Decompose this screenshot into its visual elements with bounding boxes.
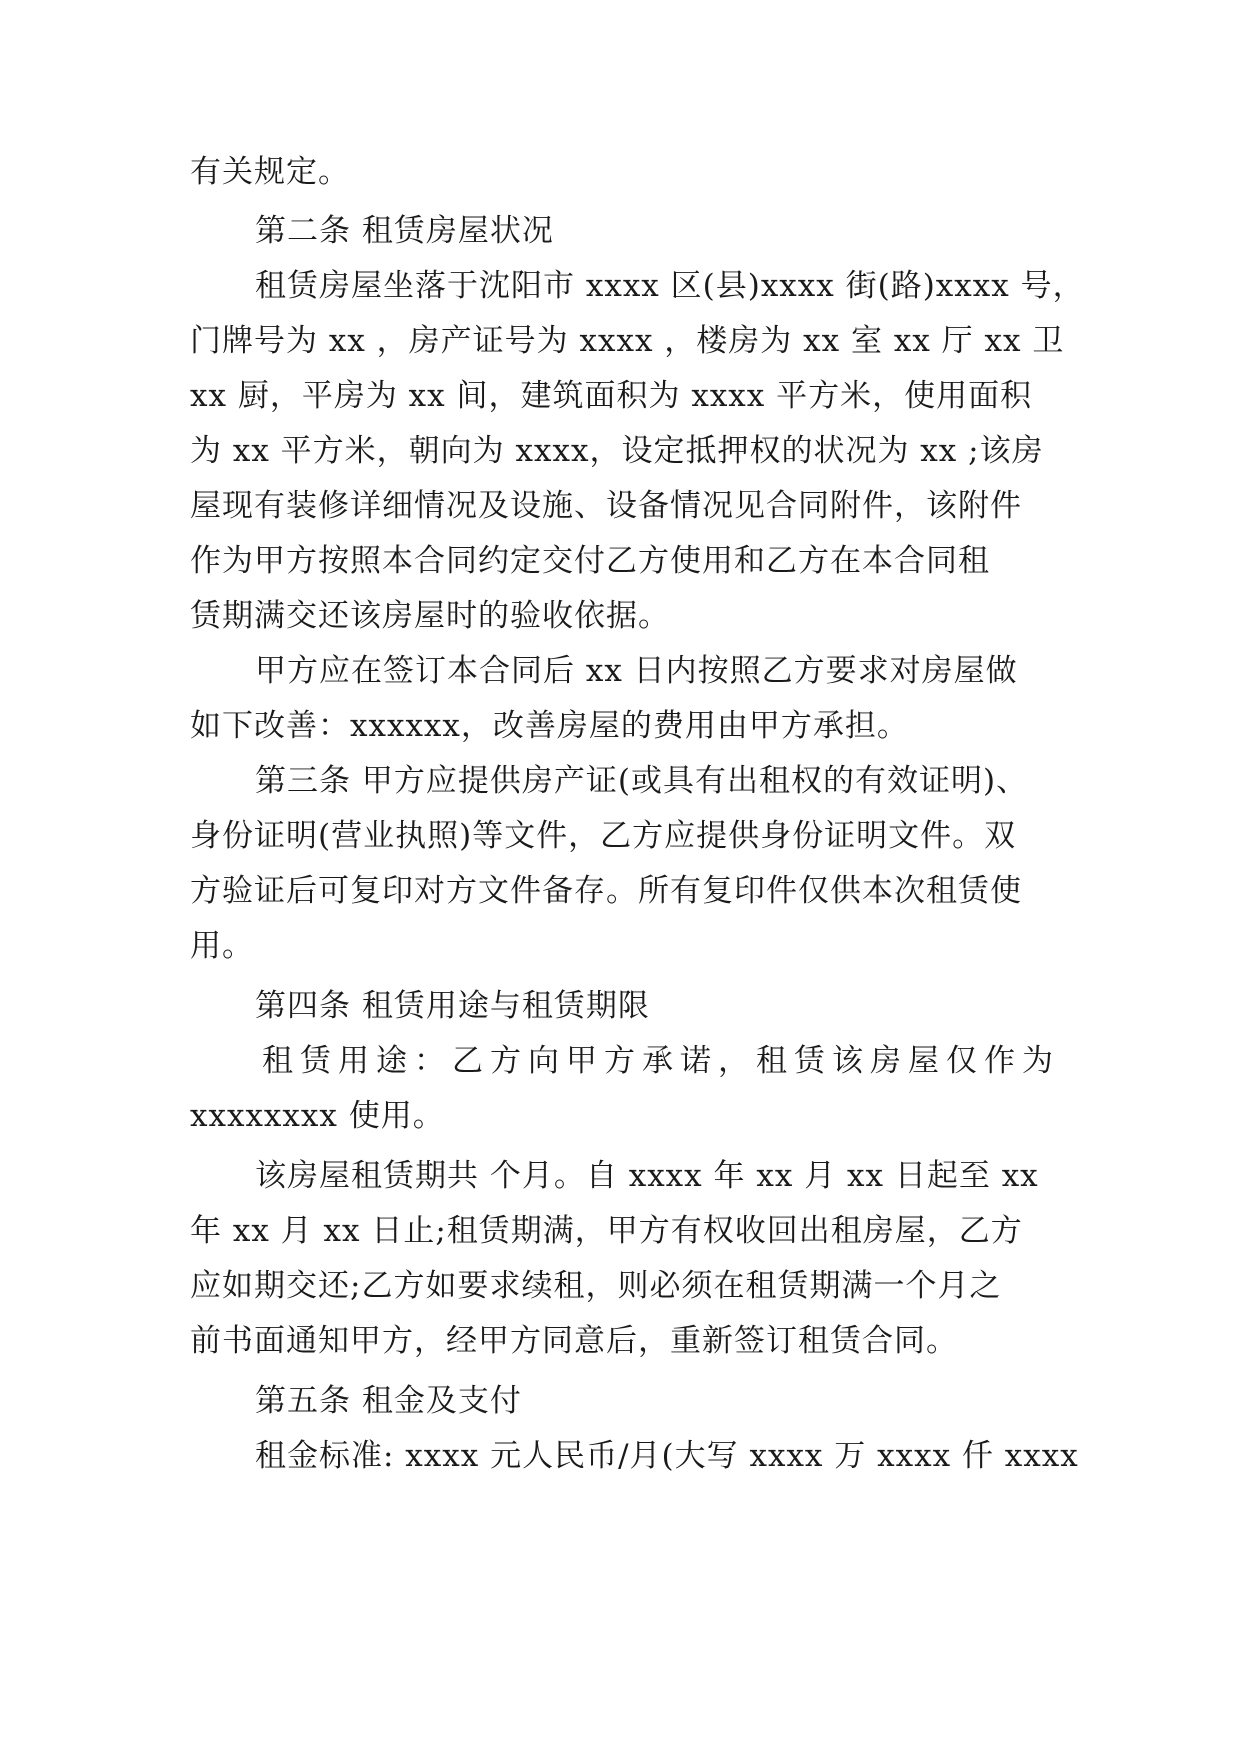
paragraph-line: 租赁用途：乙方向甲方承诺，租赁该房屋仅作为 (262, 1043, 1060, 1079)
paragraph-line: 有关规定。 (190, 154, 350, 190)
paragraph-line: 前书面通知甲方，经甲方同意后，重新签订租赁合同。 (190, 1323, 958, 1359)
paragraph-line: 租赁房屋坐落于沈阳市 xxxx 区(县)xxxx 街(路)xxxx 号， (255, 268, 1085, 304)
paragraph-line: 应如期交还;乙方如要求续租，则必须在租赁期满一个月之 (190, 1268, 1002, 1304)
paragraph-line: 年 xx 月 xx 日止;租赁期满，甲方有权收回出租房屋，乙方 (190, 1213, 1023, 1249)
paragraph-line: 方验证后可复印对方文件备存。所有复印件仅供本次租赁使 (190, 873, 1022, 909)
paragraph-line: 该房屋租赁期共 个月。自 xxxx 年 xx 月 xx 日起至 xx (255, 1158, 1039, 1194)
paragraph-line: 甲方应在签订本合同后 xx 日内按照乙方要求对房屋做 (255, 653, 1018, 689)
paragraph-line: 用。 (190, 928, 254, 964)
section-heading: 第二条 租赁房屋状况 (255, 213, 554, 249)
paragraph-line: 作为甲方按照本合同约定交付乙方使用和乙方在本合同租 (190, 543, 990, 579)
paragraph-line: 屋现有装修详细情况及设施、设备情况见合同附件，该附件 (190, 488, 1022, 524)
paragraph-line: 身份证明(营业执照)等文件，乙方应提供身份证明文件。双 (190, 818, 1017, 854)
paragraph-line: 赁期满交还该房屋时的验收依据。 (190, 598, 670, 634)
section-heading: 第四条 租赁用途与租赁期限 (255, 988, 650, 1024)
section-heading: 第三条 甲方应提供房产证(或具有出租权的有效证明)、 (255, 763, 1029, 799)
section-heading: 第五条 租金及支付 (255, 1383, 522, 1419)
paragraph-line: 如下改善：xxxxxx，改善房屋的费用由甲方承担。 (190, 708, 909, 744)
paragraph-line: 租金标准: xxxx 元人民币/月(大写 xxxx 万 xxxx 仟 xxxx (255, 1438, 1079, 1474)
paragraph-line: 为 xx 平方米，朝向为 xxxx，设定抵押权的状况为 xx ;该房 (190, 433, 1044, 469)
paragraph-line: xx 厨，平房为 xx 间，建筑面积为 xxxx 平方米，使用面积 (190, 378, 1033, 414)
paragraph-line: xxxxxxxx 使用。 (190, 1098, 445, 1134)
paragraph-line: 门牌号为 xx ，房产证号为 xxxx ，楼房为 xx 室 xx 厅 xx 卫 (190, 323, 1065, 359)
